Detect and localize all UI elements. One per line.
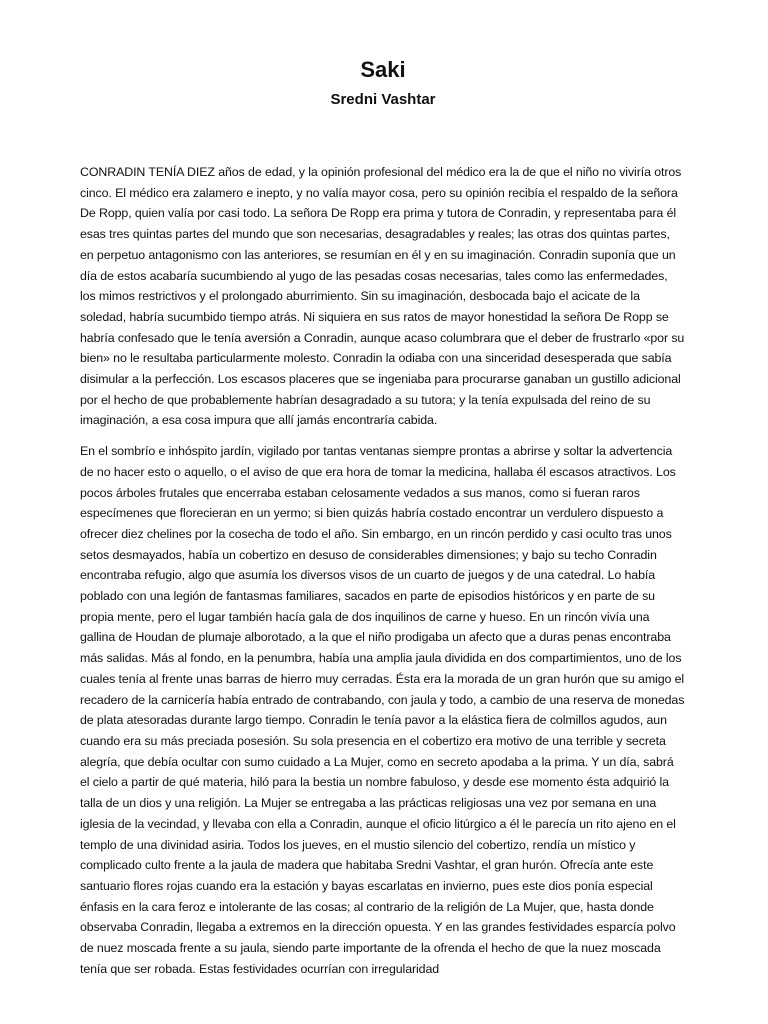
document-title: Saki [360,57,406,82]
document-body [80,162,686,979]
paragraph: CONRADIN TENÍA DIEZ años de edad, y la opinión profesional del médico era la de que el niño no viviría otros cinco. El médico era zalamero e inepto, y no valía mayor cosa, pero su opinión recibía el respaldo de la señora De Ropp, quien valía por casi todo. La señora De Ropp era prima y tutora de Conradin, y representaba para él esas tres quintas partes del mundo que son necesarias, desagradables y reales; las otras dos quintas partes, en perpetuo antagonismo con las anteriores, se resumían en él y en su imaginación. Conradin suponía que un día de estos acabaría sucumbiendo al yugo de las pesadas cosas necesarias, tales como las enfermedades, los mimos restrictivos y el prolongado aburrimiento. Sin su imaginación, desbocada bajo el acicate de la soledad, habría sucumbido tiempo atrás. Ni siquiera en sus ratos de mayor honestidad la señora De Ropp se habría confesado que le tenía aversión a Conradin, aunque acaso columbrara que el deber de frustrarlo «por su bien» no le resultaba particularmente molesto. Conradin la odiaba con una sinceridad desesperada que sabía disimular a la perfección. Los escasos placeres que se ingeniaba para procurarse ganaban un gustillo adicional por el hecho de que probablemente habrían desagradado a su tutora; y la tenía expulsada del reino de su imaginación, a esa cosa impura que allí jamás encontraría cabida. [80,165,685,428]
document-subtitle: Sredni Vashtar [330,91,436,108]
paragraph: En el sombrío e inhóspito jardín, vigilado por tantas ventanas siempre prontas a abrirse y soltar la advertencia de no hacer esto o aquello, o el aviso de que era hora de tomar la medicina, hallaba él escasos atractivos. Los pocos árboles frutales que encerraba estaban celosamente vedados a sus manos, como si fueran raros especímenes que florecieran en un yermo; si bien quizás habría costado encontrar un verdulero dispuesto a ofrecer diez chelines por la cosecha de todo el año. Sin embargo, en un rincón perdido y casi oculto tras unos setos desmayados, había un cobertizo en desuso de considerables dimensiones; y bajo su techo Conradin encontraba refugio, algo que asumía los diversos visos de un cuarto de juegos y de una catedral. Lo había poblado con una legión de fantasmas familiares, sacados en parte de episodios históricos y en parte de su propia mente, pero el lugar también hacía gala de dos inquilinos de carne y hueso. En un rincón vivía una gallina de Houdan de plumaje alborotado, a la que el niño prodigaba un afecto que a duras penas encontraba más salidas. Más al fondo, en la penumbra, había una amplia jaula dividida en dos compartimientos, uno de los cuales tenía al frente unas barras de hierro muy cerradas. Ésta era la morada de un gran hurón que su amigo el recadero de la carnicería había entrado de contrabando, con jaula y todo, a cambio de una reserva de monedas de plata atesoradas durante largo tiempo. Conradin le tenía pavor a la elástica fiera de colmillos agudos, aun cuando era su más preciada posesión. Su sola presencia en el cobertizo era motivo de una terrible y secreta alegría, que debía ocultar con sumo cuidado a La Mujer, como en secreto apodaba a la prima. Y un día, sabrá el cielo a partir de qué materia, hiló para la bestia un nombre fabuloso, y desde ese momento ésta adquirió la talla de un dios y una religión. La Mujer se entregaba a las prácticas religiosas una vez por semana en una iglesia de la vecindad, y llevaba con ella a Conradin, aunque el oficio litúrgico a él le parecía un rito ajeno en el templo de una divinidad asiria. Todos los jueves, en el mustio silencio del cobertizo, rendía un místico y complicado culto frente a la jaula de madera que habitaba Sredni Vashtar, el gran hurón. Ofrecía ante este santuario flores rojas cuando era la estación y bayas escarlatas en invierno, pues este dios ponía especial énfasis en la cara feroz e intolerante de las cosas; al contrario de la religión de La Mujer, que, hasta donde observaba Conradin, llegaba a extremos en la dirección opuesta. Y en las grandes festividades esparcía polvo de nuez moscada frente a su jaula, siendo parte importante de la ofrenda el hecho de que la nuez moscada tenía que ser robada. Estas festividades ocurrían con irregularidad [80,444,685,976]
